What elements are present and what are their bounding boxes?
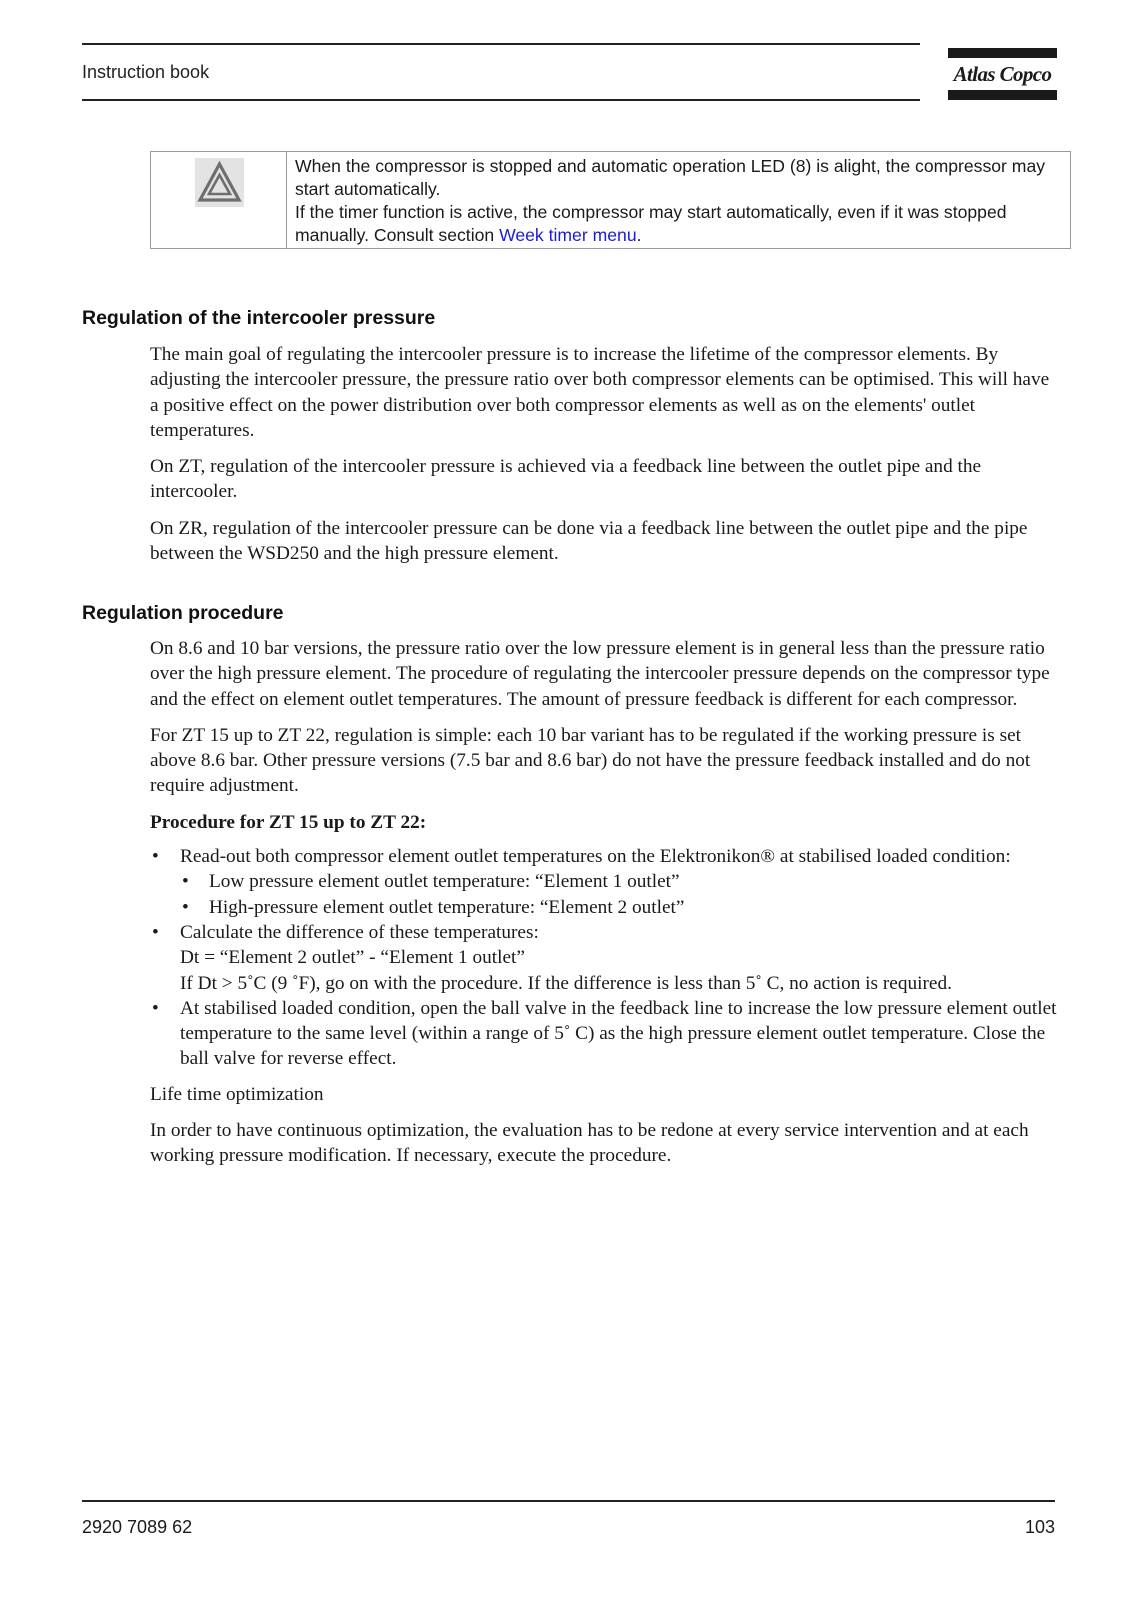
logo-wordmark: Atlas Copco xyxy=(953,62,1052,86)
list-item: • At stabilised loaded condition, open the ball valve in the feedback line to increase the low pressure element outlet temperature to the same level (within a range of 5˚ C) as the high pressure element outlet temperature. Close the ball valve for reverse effect. xyxy=(150,996,1060,1072)
logo-top-bar xyxy=(948,48,1057,58)
warning-text xyxy=(287,152,1070,248)
section-heading-regulation-procedure: Regulation procedure xyxy=(82,602,284,624)
warning-triangle-icon xyxy=(195,158,244,207)
document-number: 2920 7089 62 xyxy=(82,1517,193,1537)
list-item xyxy=(150,844,1060,920)
warning-line-2-prefix: If the timer function is active, the compressor may start automatically, even if it was stopped manually. Consult section xyxy=(295,202,1007,245)
paragraph: The main goal of regulating the intercooler pressure is to increase the lifetime of the compressor elements. By adjusting the intercooler pressure, the pressure ratio over both compressor elements can be optimised. This will have a positive effect on the power distribution over both compressor elements as well as on the elements' outlet temperatures. xyxy=(150,344,1050,441)
warning-line-2-suffix: . xyxy=(636,225,642,245)
page-number: 103 xyxy=(1024,1517,1055,1537)
lifetime-text: In order to have continuous optimization, the evaluation has to be redone at every service intervention and at each working pressure modification. If necessary, execute the procedure. xyxy=(150,1120,1029,1167)
section-1-body xyxy=(150,342,1060,577)
header-title: Instruction book xyxy=(82,62,210,82)
atlas-copco-logo xyxy=(948,48,1057,100)
step-1-text: Read-out both compressor element outlet temperatures on the Elektronikon® at stabilised loaded condition: xyxy=(180,846,1011,868)
warning-box xyxy=(150,151,1071,249)
lifetime-title: Life time optimization xyxy=(150,1083,324,1105)
paragraph: On ZR, regulation of the intercooler pressure can be done via a feedback line between the outlet pipe and the pipe between the WSD250 and the high pressure element. xyxy=(150,517,1028,565)
section-heading-intercooler: Regulation of the intercooler pressure xyxy=(82,307,436,329)
warning-line-1: When the compressor is stopped and automatic operation LED (8) is alight, the compressor may start automatically. xyxy=(295,156,1046,199)
list-item: • High-pressure element outlet temperature: “Element 2 outlet” xyxy=(180,895,1060,920)
footer-rule xyxy=(82,1500,1055,1502)
logo-bottom-bar xyxy=(948,90,1057,100)
step-2-line-1: • Calculate the difference of these temperatures: xyxy=(180,921,539,943)
paragraph: On ZT, regulation of the intercooler pressure is achieved via a feedback line between the outlet pipe and the intercooler. xyxy=(150,456,982,503)
step-2-line-3: If Dt > 5˚C (9 ˚F), go on with the procedure. If the difference is less than 5˚ C, no action is required. xyxy=(180,972,952,994)
step-1-sublist xyxy=(180,869,1060,920)
header-bottom-rule xyxy=(82,99,920,101)
warning-line-2 xyxy=(295,201,1068,247)
header-top-rule xyxy=(82,43,920,45)
list-item: • Low pressure element outlet temperature: “Element 1 outlet” xyxy=(180,869,1060,894)
section-2-body xyxy=(150,636,1060,1180)
warning-icon-cell xyxy=(151,152,287,248)
step-2-line-2: Dt = “Element 2 outlet” - “Element 1 outlet” xyxy=(180,947,525,969)
list-item xyxy=(150,920,1060,996)
procedure-steps xyxy=(150,844,1060,1072)
week-timer-menu-link[interactable]: Week timer menu xyxy=(499,225,637,245)
paragraph: On 8.6 and 10 bar versions, the pressure ratio over the low pressure element is in general less than the pressure ratio over the high pressure element. The procedure of regulating the intercooler pressure depends on the compressor type and the effect on element outlet temperatures. The amount of pressure feedback is different for each compressor. xyxy=(150,638,1050,710)
paragraph: For ZT 15 up to ZT 22, regulation is simple: each 10 bar variant has to be regulated if the working pressure is set above 8.6 bar. Other pressure versions (7.5 bar and 8.6 bar) do not have the pressure feedback installed and do not require adjustment. xyxy=(150,724,1031,797)
procedure-title: Procedure for ZT 15 up to ZT 22: xyxy=(150,811,427,833)
